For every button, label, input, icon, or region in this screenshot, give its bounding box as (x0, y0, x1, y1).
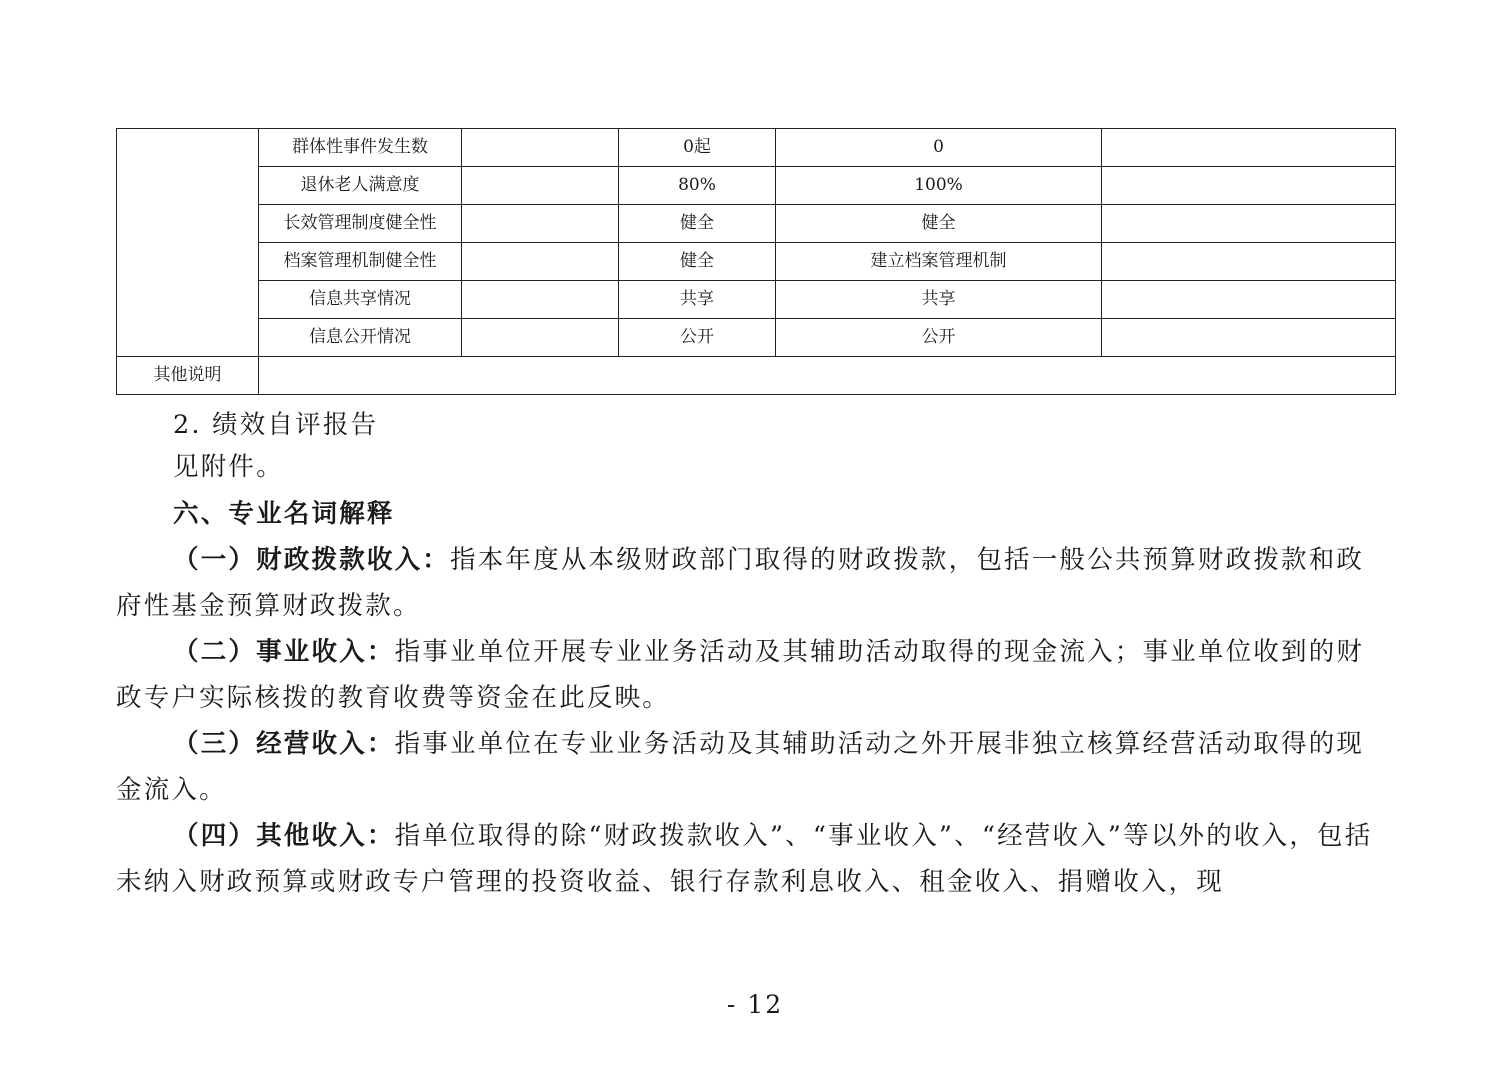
definition-term: （三）经营收入： (173, 729, 395, 759)
empty-cell (462, 243, 619, 281)
definition-item-2 (116, 629, 1386, 721)
empty-cell (462, 319, 619, 357)
indicator-cell: 信息公开情况 (259, 319, 462, 357)
actual-cell: 0 (776, 129, 1102, 167)
indicator-cell: 长效管理制度健全性 (259, 205, 462, 243)
table-row (117, 205, 1396, 243)
actual-cell: 100% (776, 167, 1102, 205)
other-notes-value (259, 357, 1396, 395)
remark-cell (1102, 129, 1396, 167)
category-cell (117, 129, 259, 357)
performance-indicator-table (116, 128, 1396, 395)
target-cell: 0起 (619, 129, 776, 167)
remark-cell (1102, 281, 1396, 319)
target-cell: 公开 (619, 319, 776, 357)
table-row (117, 243, 1396, 281)
table-row (117, 281, 1396, 319)
section-6-heading: 六、专业名词解释 (173, 499, 395, 529)
remark-cell (1102, 205, 1396, 243)
remark-cell (1102, 243, 1396, 281)
other-notes-label: 其他说明 (117, 357, 259, 395)
empty-cell (462, 281, 619, 319)
indicator-cell: 档案管理机制健全性 (259, 243, 462, 281)
table-row (117, 319, 1396, 357)
indicator-cell: 退休老人满意度 (259, 167, 462, 205)
actual-cell: 建立档案管理机制 (776, 243, 1102, 281)
remark-cell (1102, 319, 1396, 357)
target-cell: 共享 (619, 281, 776, 319)
definition-text: 指事业单位在专业业务活动及其辅助活动之外开展非独立核算经营活动取得的现金流入。 (116, 729, 1365, 805)
definition-item-3 (116, 721, 1386, 813)
target-cell: 健全 (619, 205, 776, 243)
definition-item-4 (116, 813, 1386, 905)
empty-cell (462, 167, 619, 205)
definition-text: 指单位取得的除“财政拨款收入”、“事业收入”、“经营收入”等以外的收入，包括未纳入财政预算或财政专户管理的投资收益、银行存款利息收入、租金收入、捐赠收入，现 (116, 821, 1373, 897)
actual-cell: 健全 (776, 205, 1102, 243)
section-2-heading: 2. 绩效自评报告 (173, 410, 379, 440)
definition-item-1 (116, 537, 1386, 629)
target-cell: 80% (619, 167, 776, 205)
definition-term: （一）财政拨款收入： (173, 545, 451, 575)
indicator-cell: 群体性事件发生数 (259, 129, 462, 167)
empty-cell (462, 205, 619, 243)
definition-term: （四）其他收入： (173, 821, 395, 851)
indicator-cell: 信息共享情况 (259, 281, 462, 319)
target-cell: 健全 (619, 243, 776, 281)
table-row (117, 167, 1396, 205)
remark-cell (1102, 167, 1396, 205)
page-number: - 12 (726, 990, 784, 1019)
actual-cell: 公开 (776, 319, 1102, 357)
definition-term: （二）事业收入： (173, 637, 395, 667)
section-2-body: 见附件。 (173, 452, 284, 482)
table-row-other-notes (117, 357, 1396, 395)
definition-text: 指事业单位开展专业业务活动及其辅助活动取得的现金流入；事业单位收到的财政专户实际核拨的教育收费等资金在此反映。 (116, 637, 1365, 713)
definition-text: 指本年度从本级财政部门取得的财政拨款，包括一般公共预算财政拨款和政府性基金预算财政拨款。 (116, 545, 1365, 621)
actual-cell: 共享 (776, 281, 1102, 319)
empty-cell (462, 129, 619, 167)
table-row (117, 129, 1396, 167)
